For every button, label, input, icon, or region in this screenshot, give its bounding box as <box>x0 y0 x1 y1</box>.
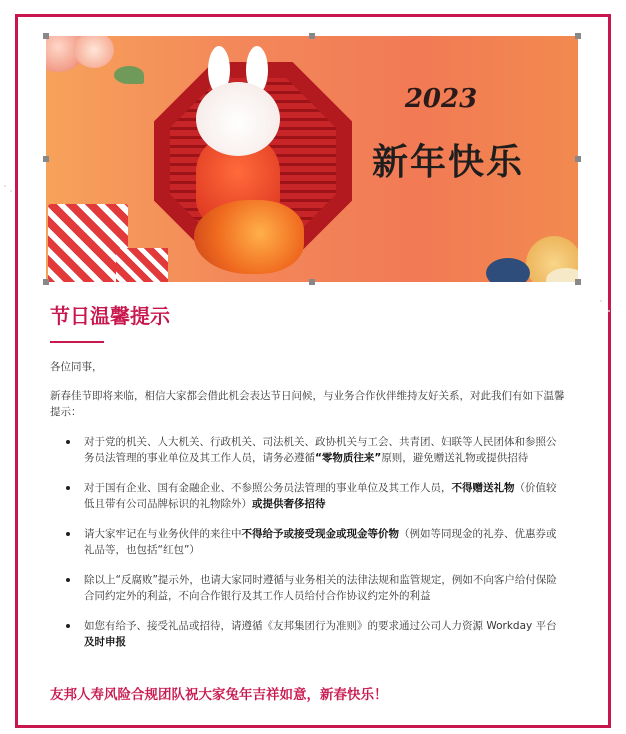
resize-handle[interactable] <box>575 156 581 162</box>
reminder-list <box>60 434 560 664</box>
resize-handle[interactable] <box>575 279 581 285</box>
banner-title: 新年快乐 <box>371 141 524 183</box>
list-item-text: 对于国有企业、国有金融企业、不参照公务员法管理的事业单位及其工作人员， <box>84 482 452 494</box>
list-item <box>60 618 560 650</box>
page-heading: 节日温馨提示 <box>50 304 170 328</box>
resize-handle[interactable] <box>43 156 49 162</box>
list-item-emphasis: 不得给予或接受现金或现金等价物 <box>241 528 399 540</box>
list-item-text: （价值较低且带有公司品牌标识的礼物除外） <box>84 482 557 510</box>
peony-flower <box>74 36 114 68</box>
list-item-emphasis: “零物质往来” <box>315 452 382 464</box>
list-item-text: 原则，避免赠送礼物或提供招待 <box>381 452 529 464</box>
decor-dot <box>10 190 12 192</box>
banner-year: 2023 <box>404 84 478 114</box>
decor-dot <box>4 185 6 187</box>
list-item <box>60 480 560 512</box>
list-item-text: 对于党的机关、人大机关、行政机关、司法机关、政协机关与工会、共青团、妇联等人民团体和参照公务员法管理的事业单位及其工作人员，请务必遵循 <box>84 436 557 464</box>
koi-fish <box>194 200 304 274</box>
list-item-text: 如您有给予、接受礼品或招待，请遵循《友邦集团行为准则》的要求通过公司人力资源 Workday 平台 <box>84 620 557 632</box>
rabbit-figure-head <box>196 82 280 156</box>
list-item-text: 除以上“反腐败”提示外，也请大家同时遵循与业务相关的法律法规和监管规定，例如不向客户给付保险合同约定外的利益，不向合作银行及其工作人员给付合作协议约定外的利益 <box>84 574 557 602</box>
gift-box-small <box>116 248 168 282</box>
list-item-emphasis: 不得赠送礼物 <box>451 482 515 494</box>
heading-underline <box>50 341 104 343</box>
list-item-emphasis: 或提供奢侈招待 <box>252 498 326 510</box>
closing-greeting: 友邦人寿风险合规团队祝大家兔年吉祥如意，新春快乐！ <box>50 687 388 703</box>
resize-handle[interactable] <box>309 33 315 39</box>
decor-dot <box>600 300 602 302</box>
list-item <box>60 526 560 558</box>
leaf <box>114 66 144 84</box>
list-item-emphasis: 及时申报 <box>84 636 126 648</box>
decor-dot <box>608 310 610 312</box>
blue-cloud <box>486 258 530 282</box>
resize-handle[interactable] <box>575 33 581 39</box>
new-year-banner-image <box>46 36 578 282</box>
resize-handle[interactable] <box>43 33 49 39</box>
intro-paragraph: 新春佳节即将来临，相信大家都会借此机会表达节日问候，与业务合作伙伴维持友好关系，对此我们有如下温馨提示： <box>50 390 565 418</box>
resize-handle[interactable] <box>309 279 315 285</box>
list-item-text: 请大家牢记在与业务伙伴的来往中 <box>84 528 242 540</box>
list-item <box>60 572 560 604</box>
list-item <box>60 434 560 466</box>
list-item-text: （例如等同现金的礼券、优惠券或礼品等，也包括“红包”） <box>84 528 557 556</box>
greeting-text: 各位同事， <box>50 361 103 373</box>
resize-handle[interactable] <box>43 279 49 285</box>
